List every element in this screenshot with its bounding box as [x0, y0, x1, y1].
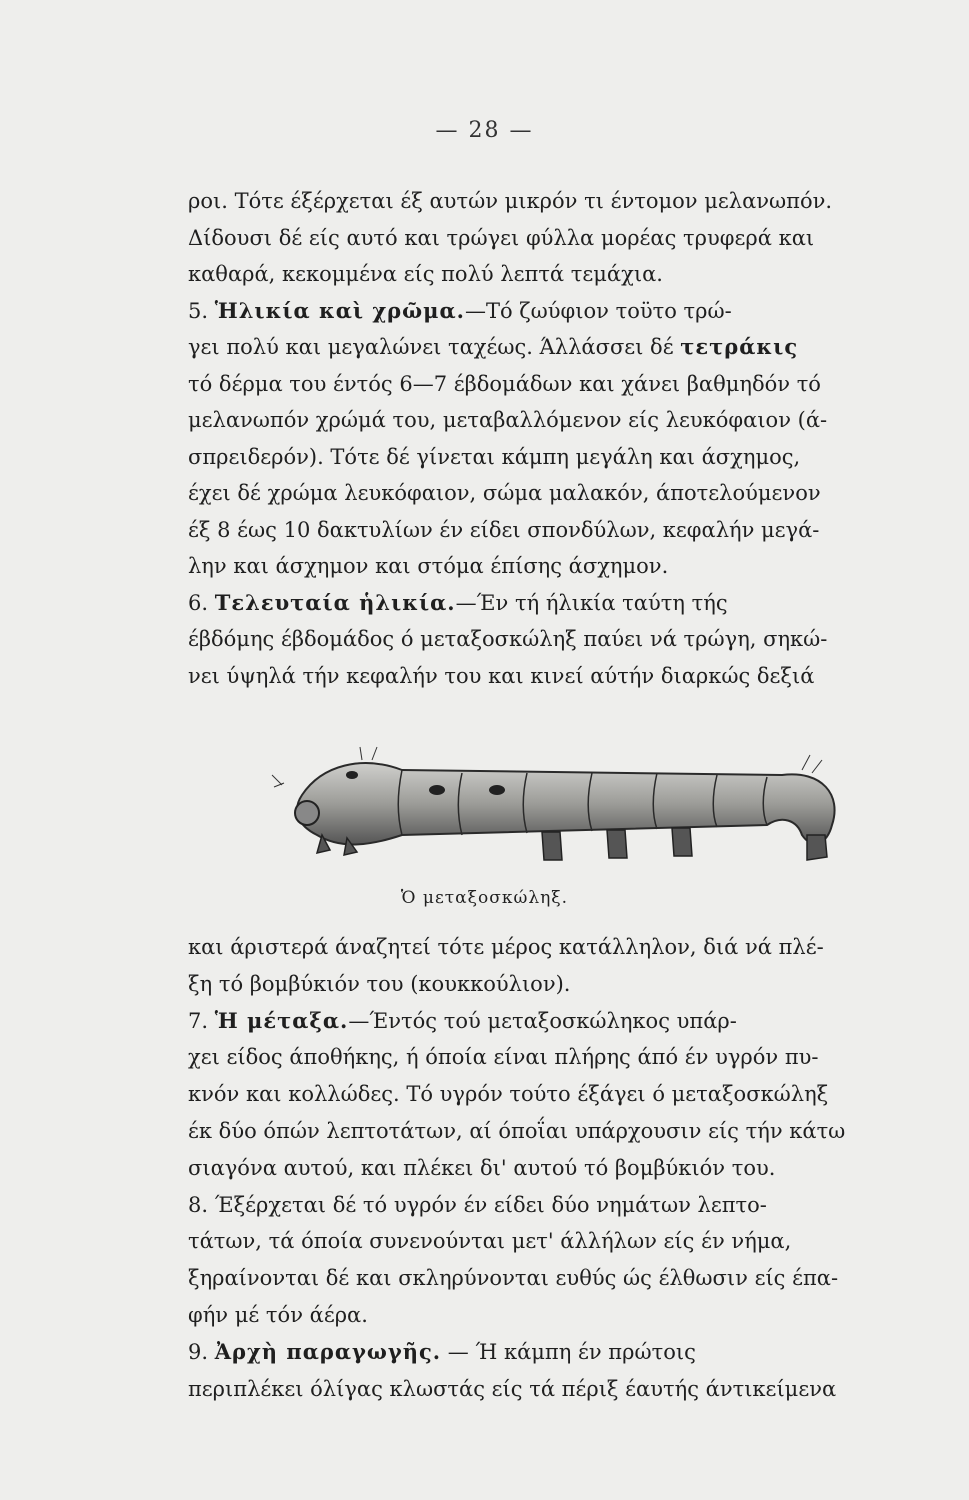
text-run: Δίδουσι δέ είς αυτό και τρώγει φύλλα μορέας τρυφερά και — [188, 225, 815, 250]
text-line — [188, 442, 908, 472]
text-run: χει είδος άποθήκης, ή όποία είναι πλήρης άπό έν υγρόν πυ- — [188, 1045, 819, 1070]
text-run: σιαγόνα αυτού, και πλέκει δι' αυτού τό βομβύκιόν του. — [188, 1155, 776, 1180]
text-run: λην και άσχημον και στόμα έπίσης άσχημον. — [188, 554, 669, 578]
text-run: 5. — [188, 298, 215, 323]
text-line — [188, 588, 908, 618]
text-line — [188, 1190, 908, 1220]
text-line — [188, 1337, 908, 1367]
text-line — [188, 478, 908, 508]
text-run: —Έν τή ήλικία ταύτη τής — [455, 590, 728, 615]
text-run: ξη τό βομβύκιόν του (κουκκούλιον). — [188, 971, 571, 996]
text-line — [188, 223, 908, 253]
text-run: τάτων, τά όποία συνενούνται μετ' άλλήλων είς έν νήμα, — [188, 1229, 792, 1254]
text-run: 7. — [188, 1008, 215, 1033]
text-run: έχει δέ χρώμα λευκόφαιον, σώμα μαλακόν, άποτελούμενον — [188, 481, 821, 505]
section-heading: Τελευταία ἡλικία. — [214, 589, 456, 615]
text-run: μελανωπόν χρώμά του, μεταβαλλόμενον είς λευκόφαιον (ά- — [188, 408, 828, 432]
text-run: 8. Έξέρχεται δέ τό υγρόν έν είδει δύο νημάτων λεπτο- — [188, 1192, 767, 1217]
text-run: 6. — [188, 590, 215, 615]
text-line — [188, 259, 908, 289]
text-run: περιπλέκει όλίγας κλωστάς είς τά πέριξ έαυτής άντικείμενα — [188, 1376, 837, 1401]
text-run: έβδόμης έβδομάδος ό μεταξοσκώληξ παύει νά τρώγη, σηκώ- — [188, 627, 828, 651]
text-run: και άριστερά άναζητεί τότε μέρος κατάλληλον, διά νά πλέ- — [188, 935, 824, 959]
figure-caption: Ὁ μεταξοσκώληξ. — [400, 888, 569, 908]
section-heading: Ἀρχὴ παραγωγῆς. — [214, 1338, 442, 1364]
text-run: — Ή κάμπη έν πρώτοις — [441, 1339, 696, 1364]
text-line — [188, 405, 908, 435]
text-run: έκ δύο όπών λεπτοτάτων, αί όποΐαι υπάρχουσιν είς τήν κάτω — [188, 1119, 846, 1143]
page-number: — 28 — — [435, 118, 534, 143]
text-run: κνόν και κολλώδες. Τό υγρόν τούτο έξάγει ό μεταξοσκώληξ — [188, 1082, 829, 1107]
text-run: νει ύψηλά τήν κεφαλήν του και κινεί αύτήν διαρκώς δεξιά — [188, 663, 815, 688]
text-run: έξ 8 έως 10 δακτυλίων έν είδει σπονδύλων, κεφαλήν μεγά- — [188, 517, 820, 542]
text-run: ξηραίνονται δέ και σκληρύνονται ευθύς ώς έλθωσιν είς έπα- — [188, 1266, 839, 1291]
text-run: —Έντός τού μεταξοσκώληκος υπάρ- — [348, 1008, 737, 1033]
text-line — [188, 969, 908, 999]
text-run: τό δέρμα του έντός 6—7 έβδομάδων και χάνει βαθμηδόν τό — [188, 371, 821, 396]
text-run: καθαρά, κεκομμένα είς πολύ λεπτά τεμάχια. — [188, 262, 663, 286]
section-heading: Ἡ μέταξα. — [214, 1007, 349, 1033]
section-heading: Ἡλικία καὶ χρῶμα. — [214, 297, 465, 323]
text-line — [188, 332, 908, 362]
text-line — [188, 1006, 908, 1036]
text-run: —Τό ζωύφιον τοϋτο τρώ- — [464, 298, 732, 323]
section-heading: τετράκις — [680, 334, 799, 359]
text-run: φήν μέ τόν άέρα. — [188, 1303, 368, 1327]
text-line — [188, 1226, 908, 1256]
text-run: 9. — [188, 1339, 215, 1364]
text-line — [188, 624, 908, 654]
text-run: σπρειδερόν). Τότε δέ γίνεται κάμπη μεγάλη και άσχημος, — [188, 444, 801, 469]
text-run: ροι. Τότε έξέρχεται έξ αυτών μικρόν τι έντομον μελανωπόν. — [188, 189, 833, 213]
text-line — [188, 1153, 908, 1183]
text-line — [188, 515, 908, 545]
text-line — [188, 1300, 908, 1330]
text-line — [188, 1116, 908, 1146]
text-line — [188, 1374, 908, 1404]
text-line — [188, 1263, 908, 1293]
text-line — [188, 1079, 908, 1109]
text-line — [188, 661, 908, 691]
text-line — [188, 369, 908, 399]
text-line — [188, 932, 908, 962]
text-line — [188, 186, 908, 216]
text-line — [188, 551, 908, 581]
silkworm-illustration — [262, 735, 862, 885]
text-line — [188, 296, 908, 326]
text-run: γει πολύ και μεγαλώνει ταχέως. Άλλάσσει δέ — [188, 335, 681, 359]
text-line — [188, 1042, 908, 1072]
